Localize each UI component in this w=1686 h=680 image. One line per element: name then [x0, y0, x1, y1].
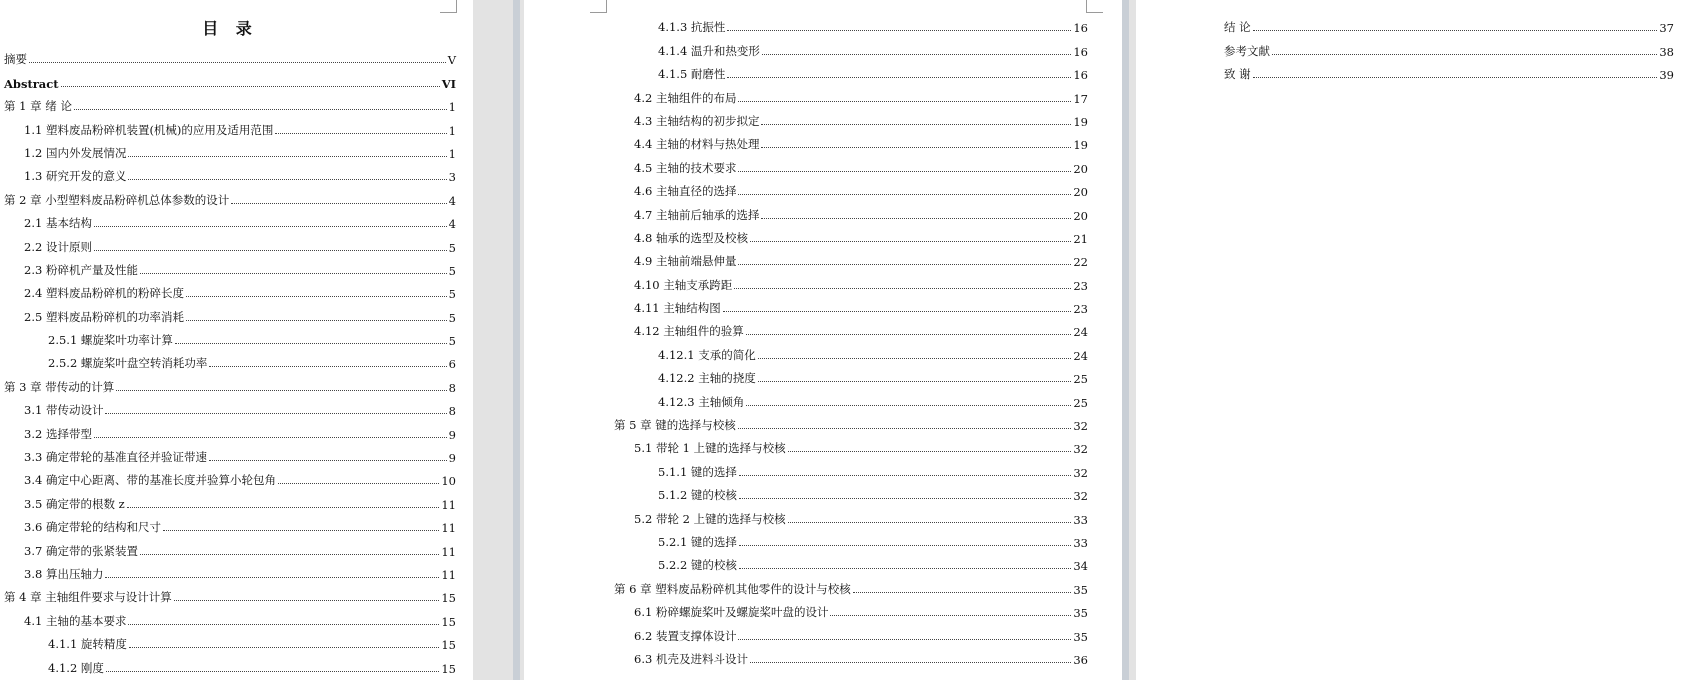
- toc-entry[interactable]: [4, 161, 456, 184]
- toc-page-number: 5: [448, 310, 456, 325]
- toc-entry-label: 5.2 带轮 2 上键的选择与校核: [634, 511, 786, 526]
- toc-entry-label: 2.5.1 螺旋桨叶功率计算: [48, 333, 173, 348]
- toc-page-number: 33: [1073, 512, 1088, 527]
- toc-entry[interactable]: [1224, 12, 1674, 35]
- toc-entry-label: 第 1 章 绪 论: [4, 99, 72, 114]
- toc-entry[interactable]: [4, 629, 456, 652]
- toc-page-number: 25: [1073, 395, 1088, 410]
- toc-dot-leader: [94, 437, 447, 438]
- toc-page-number: VI: [441, 76, 456, 91]
- toc-entry-label: 第 3 章 带传动的计算: [4, 379, 115, 394]
- toc-entry[interactable]: [4, 184, 456, 207]
- toc-page-number: 34: [1073, 559, 1088, 574]
- toc-entry-label: 3.2 选择带型: [24, 426, 92, 441]
- toc-entry-label: 6.3 机壳及进料斗设计: [634, 651, 748, 666]
- toc-page-number: 32: [1073, 465, 1088, 480]
- toc-dot-leader: [738, 194, 1071, 195]
- toc-entry[interactable]: [614, 433, 1088, 456]
- toc-entry[interactable]: [4, 582, 456, 605]
- toc-entry-label: 4.1.2 刚度: [48, 660, 104, 675]
- toc-dot-leader: [105, 413, 446, 414]
- toc-entry[interactable]: [4, 231, 456, 254]
- toc-entry-label: 5.1.1 键的选择: [658, 464, 737, 479]
- toc-entry[interactable]: [614, 246, 1088, 269]
- toc-entry[interactable]: [614, 82, 1088, 105]
- toc-page-number: 11: [441, 521, 456, 536]
- document-page-1: [0, 0, 473, 680]
- toc-dot-leader: [61, 86, 440, 87]
- toc-entry[interactable]: [4, 208, 456, 231]
- toc-page-number: 20: [1073, 208, 1088, 223]
- toc-entry[interactable]: [614, 199, 1088, 222]
- toc-dot-leader: [853, 592, 1072, 593]
- toc-page-number: 39: [1659, 68, 1674, 83]
- toc-entry-label: 3.5 确定带的根数 z: [24, 496, 125, 511]
- toc-dot-leader: [175, 343, 447, 344]
- toc-dot-leader: [750, 662, 1071, 663]
- toc-entry-label: 第 2 章 小型塑料废品粉碎机总体参数的设计: [4, 192, 230, 207]
- toc-page-number: 15: [441, 591, 456, 606]
- toc-dot-leader: [739, 475, 1071, 476]
- toc-dot-leader: [739, 545, 1071, 546]
- toc-dot-leader: [105, 577, 439, 578]
- toc-entry-label: 3.3 确定带轮的基准直径并验证带速: [24, 450, 207, 465]
- toc-dot-leader: [734, 288, 1071, 289]
- toc-page-number: 35: [1073, 629, 1088, 644]
- toc-entry-label: 3.6 确定带轮的结构和尺寸: [24, 520, 161, 535]
- toc-page-number: 35: [1073, 582, 1088, 597]
- toc-dot-leader: [738, 264, 1071, 265]
- toc-page-number: V: [447, 53, 456, 68]
- toc-entry-label: 摘要: [4, 52, 27, 67]
- toc-entry[interactable]: [614, 550, 1088, 573]
- toc-entry[interactable]: [4, 559, 456, 582]
- page-gap: [473, 0, 524, 680]
- toc-page-number: 32: [1073, 442, 1088, 457]
- toc-entry-label: 结 论: [1224, 20, 1251, 35]
- toc-entry[interactable]: [614, 644, 1088, 667]
- toc-entry-label: 4.10 主轴支承跨距: [634, 277, 733, 292]
- page-corner-mark: [440, 0, 457, 13]
- toc-entry[interactable]: [4, 255, 456, 278]
- toc-dot-leader: [727, 30, 1071, 31]
- toc-entry[interactable]: [614, 176, 1088, 199]
- toc-entry[interactable]: [1224, 35, 1674, 58]
- toc-entry[interactable]: [614, 316, 1088, 339]
- toc-entry[interactable]: [614, 573, 1088, 596]
- toc-dot-leader: [738, 101, 1071, 102]
- toc-entry[interactable]: [614, 129, 1088, 152]
- toc-dot-leader: [106, 671, 439, 672]
- toc-page-number: 11: [441, 497, 456, 512]
- toc-page-number: 32: [1073, 489, 1088, 504]
- toc-dot-leader: [140, 554, 439, 555]
- toc-entry-label: 第 5 章 键的选择与校核: [614, 418, 736, 433]
- toc-entry[interactable]: [614, 59, 1088, 82]
- toc-entry[interactable]: [614, 35, 1088, 58]
- toc-entry-label: 2.2 设计原则: [24, 239, 92, 254]
- toc-entry-label: 1.1 塑料废品粉碎机装置(机械)的应用及适用范围: [24, 122, 274, 137]
- toc-page-number: 4: [448, 193, 456, 208]
- toc-entry[interactable]: [614, 386, 1088, 409]
- toc-page-number: 32: [1073, 419, 1088, 434]
- toc-page-number: 1: [448, 100, 456, 115]
- toc-entry[interactable]: [4, 442, 456, 465]
- toc-entry[interactable]: [4, 371, 456, 394]
- toc-list-page-2: [614, 12, 1088, 667]
- toc-entry-label: 6.1 粉碎螺旋桨叶及螺旋桨叶盘的设计: [634, 605, 829, 620]
- toc-entry[interactable]: [4, 418, 456, 441]
- toc-dot-leader: [738, 428, 1072, 429]
- toc-page-number: 25: [1073, 372, 1088, 387]
- toc-entry-label: 6.2 装置支撑体设计: [634, 628, 737, 643]
- toc-entry-label: 4.1 主轴的基本要求: [24, 613, 127, 628]
- toc-entry[interactable]: [4, 114, 456, 137]
- toc-dot-leader: [762, 54, 1071, 55]
- toc-entry-label: 4.8 轴承的选型及校核: [634, 230, 748, 245]
- toc-entry[interactable]: [4, 652, 456, 675]
- toc-entry[interactable]: [614, 339, 1088, 362]
- toc-page-number: 16: [1073, 44, 1088, 59]
- toc-entry-label: 5.1 带轮 1 上键的选择与校核: [634, 441, 786, 456]
- toc-entry-label: 3.1 带传动设计: [24, 403, 104, 418]
- toc-entry-label: 5.1.2 键的校核: [658, 488, 737, 503]
- toc-page-number: 1: [448, 146, 456, 161]
- toc-entry-label: 4.3 主轴结构的初步拟定: [634, 113, 760, 128]
- toc-page-number: 33: [1073, 535, 1088, 550]
- toc-entry-label: 3.8 算出压轴力: [24, 566, 104, 581]
- toc-entry[interactable]: [614, 152, 1088, 175]
- toc-entry[interactable]: [614, 410, 1088, 433]
- toc-entry-label: 2.4 塑料废品粉碎机的粉碎长度: [24, 286, 184, 301]
- toc-entry[interactable]: [4, 325, 456, 348]
- toc-page-number: 35: [1073, 606, 1088, 621]
- toc-entry-label: 4.11 主轴结构图: [634, 301, 721, 316]
- toc-entry[interactable]: [4, 348, 456, 371]
- toc-entry-label: 4.2 主轴组件的布局: [634, 90, 737, 105]
- toc-dot-leader: [128, 179, 446, 180]
- toc-entry[interactable]: [4, 535, 456, 558]
- toc-page-number: 8: [448, 380, 456, 395]
- toc-entry-label: 4.12 主轴组件的验算: [634, 324, 744, 339]
- toc-entry[interactable]: [614, 223, 1088, 246]
- toc-dot-leader: [209, 460, 447, 461]
- toc-entry[interactable]: [614, 527, 1088, 550]
- toc-page-number: 23: [1073, 302, 1088, 317]
- toc-dot-leader: [94, 250, 447, 251]
- toc-entry[interactable]: [614, 363, 1088, 386]
- toc-page-number: 19: [1073, 138, 1088, 153]
- toc-entry-label: 2.5.2 螺旋桨叶盘空转消耗功率: [48, 356, 208, 371]
- toc-page-number: 1: [448, 123, 456, 138]
- toc-dot-leader: [163, 530, 439, 531]
- toc-page-number: 5: [448, 334, 456, 349]
- toc-dot-leader: [74, 109, 447, 110]
- toc-dot-leader: [129, 647, 439, 648]
- toc-dot-leader: [186, 320, 447, 321]
- toc-entry-label: 3.7 确定带的张紧装置: [24, 543, 138, 558]
- toc-entry-label: 2.3 粉碎机产量及性能: [24, 262, 138, 277]
- toc-dot-leader: [788, 451, 1072, 452]
- toc-page-number: 24: [1073, 325, 1088, 340]
- toc-entry[interactable]: [614, 597, 1088, 620]
- toc-page-number: 5: [448, 263, 456, 278]
- toc-page-number: 38: [1659, 44, 1674, 59]
- toc-list-page-1: [4, 44, 456, 676]
- toc-entry-label: 5.2.1 键的选择: [658, 534, 737, 549]
- toc-dot-leader: [727, 77, 1071, 78]
- toc-page-number: 20: [1073, 185, 1088, 200]
- toc-entry-label: 4.1.3 抗振性: [658, 20, 726, 35]
- toc-dot-leader: [758, 358, 1072, 359]
- toc-dot-leader: [830, 615, 1071, 616]
- toc-entry[interactable]: [4, 465, 456, 488]
- toc-dot-leader: [174, 600, 440, 601]
- toc-dot-leader: [140, 273, 447, 274]
- toc-page-number: 17: [1073, 91, 1088, 106]
- toc-dot-leader: [761, 124, 1071, 125]
- toc-entry[interactable]: [4, 488, 456, 511]
- toc-entry-label: 2.5 塑料废品粉碎机的功率消耗: [24, 309, 184, 324]
- toc-page-number: 19: [1073, 114, 1088, 129]
- toc-entry[interactable]: [4, 512, 456, 535]
- toc-page-number: 37: [1659, 21, 1674, 36]
- toc-page-number: 15: [441, 661, 456, 676]
- toc-dot-leader: [738, 639, 1071, 640]
- toc-entry-label: Abstract: [4, 76, 59, 91]
- toc-page-number: 4: [448, 217, 456, 232]
- toc-dot-leader: [1253, 77, 1658, 78]
- toc-list-page-3: [1224, 12, 1674, 82]
- toc-entry[interactable]: [4, 91, 456, 114]
- toc-entry-label: 4.1.1 旋转精度: [48, 637, 127, 652]
- toc-entry-label: 4.12.1 支承的简化: [658, 347, 756, 362]
- toc-entry-label: 4.9 主轴前端悬伸量: [634, 254, 737, 269]
- toc-dot-leader: [186, 296, 447, 297]
- toc-dot-leader: [275, 133, 446, 134]
- toc-entry[interactable]: [614, 12, 1088, 35]
- document-page-3: [1136, 0, 1686, 680]
- toc-entry[interactable]: [4, 67, 456, 90]
- toc-entry[interactable]: [614, 293, 1088, 316]
- toc-dot-leader: [746, 334, 1072, 335]
- toc-page-number: 11: [441, 567, 456, 582]
- page-gap: [1122, 0, 1136, 680]
- toc-entry-label: 1.3 研究开发的意义: [24, 169, 127, 184]
- toc-dot-leader: [209, 366, 446, 367]
- toc-page-number: 10: [441, 474, 456, 489]
- toc-dot-leader: [761, 218, 1071, 219]
- toc-dot-leader: [758, 381, 1072, 382]
- toc-dot-leader: [128, 156, 446, 157]
- toc-entry[interactable]: [4, 278, 456, 301]
- toc-entry-label: 3.4 确定中心距离、带的基准长度并验算小轮包角: [24, 473, 276, 488]
- page-corner-mark: [590, 0, 607, 13]
- toc-entry[interactable]: [4, 44, 456, 67]
- toc-entry-label: 第 6 章 塑料废品粉碎机其他零件的设计与校核: [614, 581, 851, 596]
- toc-dot-leader: [750, 241, 1071, 242]
- toc-page-number: 16: [1073, 21, 1088, 36]
- toc-entry[interactable]: [4, 301, 456, 324]
- toc-dot-leader: [739, 498, 1071, 499]
- toc-entry-label: 4.12.2 主轴的挠度: [658, 371, 756, 386]
- toc-dot-leader: [761, 147, 1071, 148]
- toc-entry-label: 4.4 主轴的材料与热处理: [634, 137, 760, 152]
- toc-entry[interactable]: [4, 605, 456, 628]
- toc-entry[interactable]: [614, 503, 1088, 526]
- toc-page-number: 3: [448, 170, 456, 185]
- toc-entry[interactable]: [614, 480, 1088, 503]
- toc-page-number: 15: [441, 638, 456, 653]
- toc-entry-label: 4.5 主轴的技术要求: [634, 160, 737, 175]
- toc-entry[interactable]: [614, 620, 1088, 643]
- toc-entry[interactable]: [614, 269, 1088, 292]
- toc-entry-label: 2.1 基本结构: [24, 216, 92, 231]
- toc-dot-leader: [278, 483, 439, 484]
- toc-dot-leader: [1272, 54, 1657, 55]
- toc-entry-label: 5.2.2 键的校核: [658, 558, 737, 573]
- toc-dot-leader: [723, 311, 1072, 312]
- toc-entry[interactable]: [1224, 59, 1674, 82]
- toc-dot-leader: [127, 507, 440, 508]
- toc-entry[interactable]: [614, 456, 1088, 479]
- toc-page-number: 15: [441, 614, 456, 629]
- toc-page-number: 5: [448, 240, 456, 255]
- toc-page-number: 9: [448, 451, 456, 466]
- toc-dot-leader: [788, 522, 1072, 523]
- toc-page-number: 21: [1073, 231, 1088, 246]
- toc-entry-label: 参考文献: [1224, 43, 1270, 58]
- page-corner-mark: [1086, 0, 1103, 13]
- document-page-2: [524, 0, 1122, 680]
- toc-entry-label: 第 4 章 主轴组件要求与设计计算: [4, 590, 172, 605]
- toc-entry-label: 4.1.4 温升和热变形: [658, 43, 760, 58]
- toc-page-number: 22: [1073, 255, 1088, 270]
- toc-page-number: 6: [448, 357, 456, 372]
- toc-entry-label: 1.2 国内外发展情况: [24, 145, 127, 160]
- toc-entry[interactable]: [4, 138, 456, 161]
- toc-dot-leader: [1253, 30, 1658, 31]
- toc-page-number: 36: [1073, 652, 1088, 667]
- toc-entry-label: 4.7 主轴前后轴承的选择: [634, 207, 760, 222]
- toc-page-number: 16: [1073, 68, 1088, 83]
- toc-dot-leader: [128, 624, 439, 625]
- toc-entry-label: 4.6 主轴直径的选择: [634, 184, 737, 199]
- toc-page-number: 11: [441, 544, 456, 559]
- toc-page-number: 24: [1073, 348, 1088, 363]
- toc-entry-label: 4.1.5 耐磨性: [658, 67, 726, 82]
- toc-entry[interactable]: [614, 106, 1088, 129]
- toc-dot-leader: [746, 405, 1071, 406]
- toc-page-number: 23: [1073, 278, 1088, 293]
- toc-entry-label: 致 谢: [1224, 67, 1251, 82]
- toc-dot-leader: [116, 390, 446, 391]
- toc-page-number: 8: [448, 404, 456, 419]
- toc-entry-label: 4.12.3 主轴倾角: [658, 394, 745, 409]
- toc-dot-leader: [94, 226, 447, 227]
- toc-page-number: 9: [448, 427, 456, 442]
- toc-dot-leader: [738, 171, 1071, 172]
- toc-dot-leader: [739, 568, 1071, 569]
- toc-title: 目 录: [202, 19, 258, 38]
- toc-page-number: 20: [1073, 161, 1088, 176]
- toc-entry[interactable]: [4, 395, 456, 418]
- toc-page-number: 5: [448, 287, 456, 302]
- toc-dot-leader: [231, 203, 446, 204]
- toc-dot-leader: [29, 62, 446, 63]
